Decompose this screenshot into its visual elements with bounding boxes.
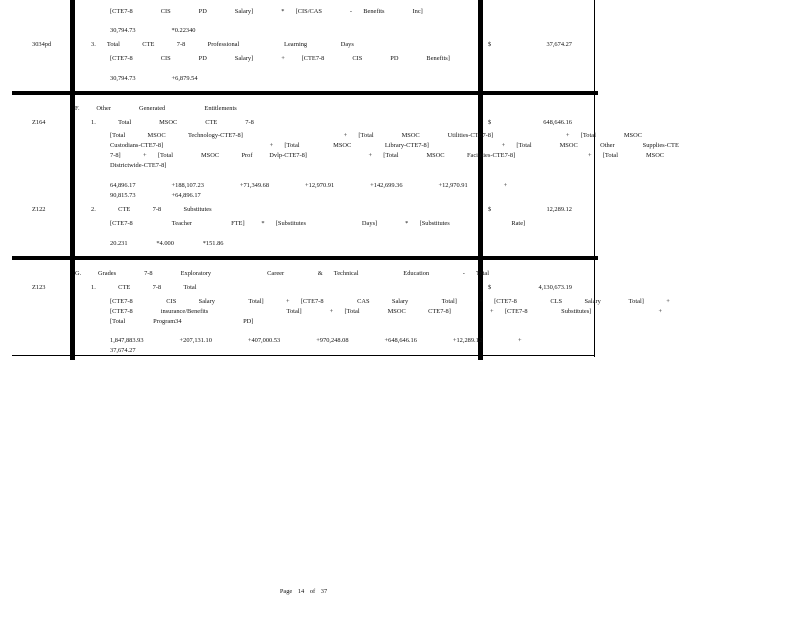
left-column-rule: [70, 0, 75, 360]
dollar-sign: $: [488, 206, 492, 213]
row-values: 20.231 *4.000 *151.86: [110, 240, 224, 247]
row-code: 3034pd: [32, 41, 52, 48]
page-number: Page 14 of 37: [279, 588, 328, 595]
formula-line: [CTE7-8 CIS Salary Total] + [CTE7-8 CAS Salary Total] + [CTE7-8 CLS Salary Total] +: [110, 298, 670, 305]
value-line: 37,674.27: [110, 347, 136, 354]
section-heading-f: F. Other Generated Entitlements: [75, 105, 237, 112]
cis-salary-values: 30,794.73 *0.22340: [110, 27, 196, 34]
cis-salary-formula: [CTE7-8 CIS PD Salary] * [CIS/CAS - Benefits Inc]: [110, 8, 423, 15]
row-amount: 12,289.12: [546, 206, 572, 213]
table-bottom-rule: [12, 355, 595, 356]
row-code: Z122: [32, 206, 46, 213]
row-values: 30,794.73 +6,879.54: [110, 75, 198, 82]
row-formula: [CTE7-8 CIS PD Salary] + [CTE7-8 CIS PD Benefits]: [110, 55, 450, 62]
right-column-rule: [478, 0, 483, 360]
row-amount: 37,674.27: [546, 41, 572, 48]
section-divider-f: [12, 91, 598, 95]
row-formula: [CTE7-8 Teacher FTE] * [Substitutes Days] * [Substitutes Rate]: [110, 220, 526, 227]
dollar-sign: $: [488, 41, 492, 48]
dollar-sign: $: [488, 119, 492, 126]
row-code: Z164: [32, 119, 46, 126]
row-title: 3. Total CTE 7-8 Professional Learning Days: [91, 41, 354, 48]
formula-line: [CTE7-8 insurance/Benefits Total] + [Total MSOC CTE7-8] + [CTE7-8 Substitutes] +: [110, 308, 663, 315]
section-divider-g: [12, 256, 598, 260]
row-amount: 648,646.16: [543, 119, 572, 126]
row-amount: 4,130,673.19: [538, 284, 572, 291]
value-line: 64,896.17 +188,107.23 +71,349.68 +12,970.91 +142,699.36 +12,970.91 +: [110, 182, 508, 189]
formula-line: [Total MSOC Technology-CTE7-8] + [Total MSOC Utilities-CTE7-8] + [Total MSOC: [110, 132, 642, 139]
formula-line: [Total Program34 PD]: [110, 318, 254, 325]
value-line: 1,847,883.93 +207,131.10 +407,000.53 +970,248.08 +648,646.16 +12,289.12 +: [110, 337, 522, 344]
formula-line: Custodians-CTE7-8] + [Total MSOC Library-CTE7-8] + [Total MSOC Other Supplies-CTE: [110, 142, 679, 149]
value-line: 90,815.73 +64,896.17: [110, 192, 201, 199]
row-title: 2. CTE 7-8 Substitutes: [91, 206, 212, 213]
row-title: 1. CTE 7-8 Total: [91, 284, 197, 291]
section-heading-g: G. Grades 7-8 Exploratory Career & Technical Education - Total: [75, 270, 490, 277]
row-code: Z123: [32, 284, 46, 291]
row-title: 1. Total MSOC CTE 7-8: [91, 119, 254, 126]
formula-line: 7-8] + [Total MSOC Prof Dvlp-CTE7-8] + [Total MSOC Facilities-CTE7-8] + [Total MSOC: [110, 152, 665, 159]
formula-line: Districtwide-CTE7-8]: [110, 162, 167, 169]
dollar-sign: $: [488, 284, 492, 291]
